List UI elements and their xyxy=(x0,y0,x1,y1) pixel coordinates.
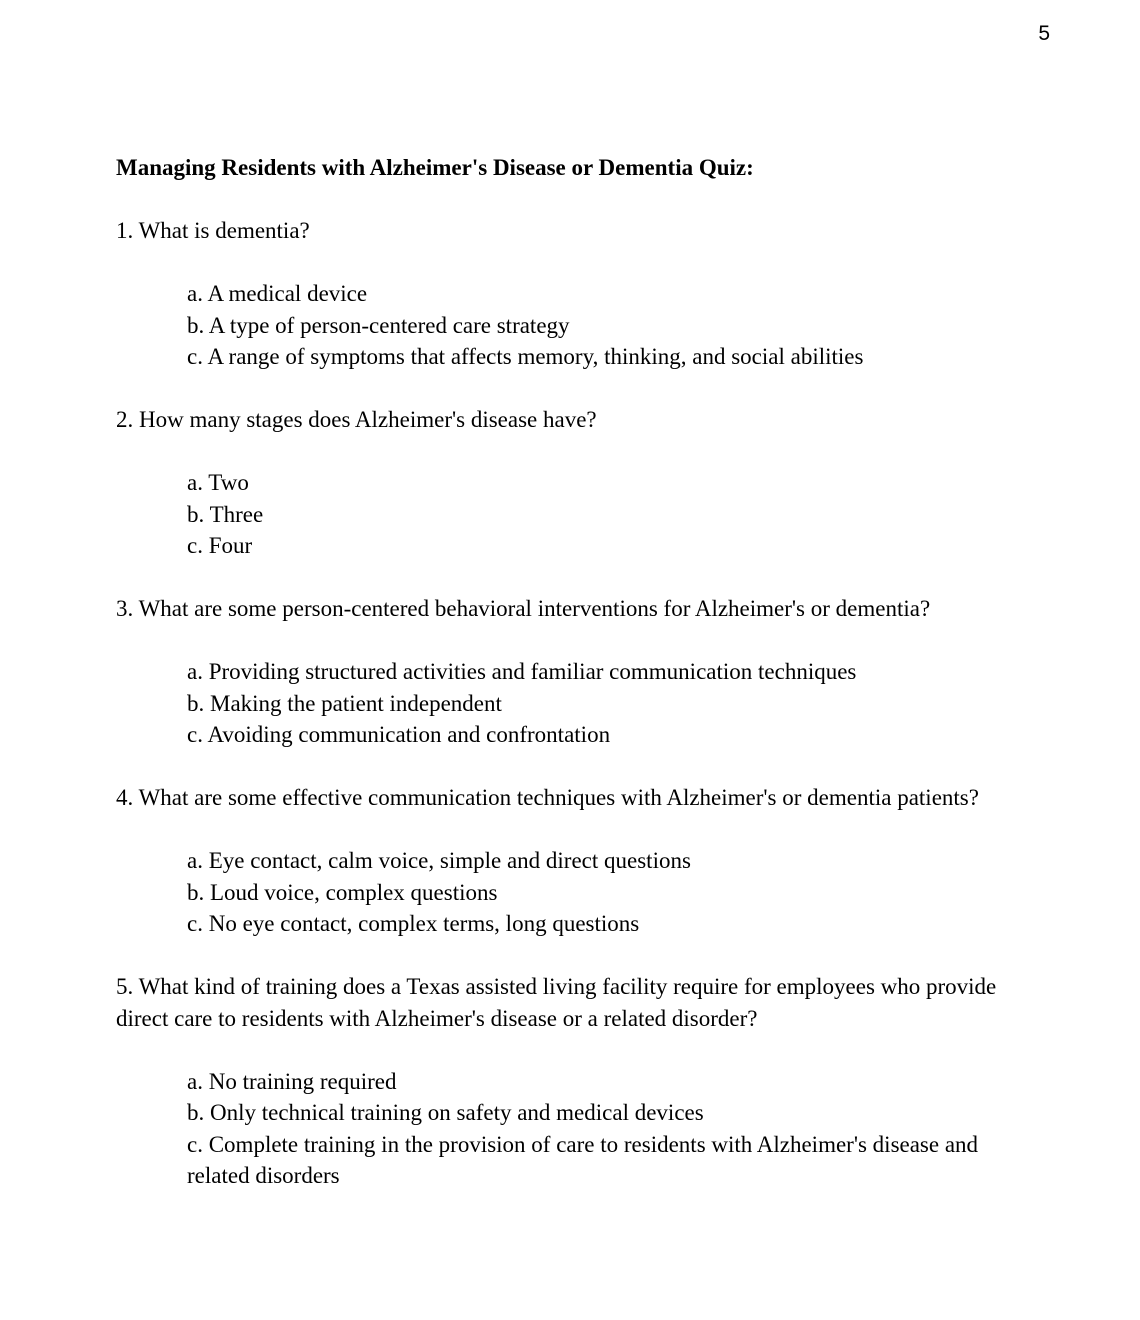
question-text: 5. What kind of training does a Texas assisted living facility require for employees who provide direct care to residents with Alzheimer's disease or a related disorder? xyxy=(116,974,997,1031)
answer-option-b: b. Only technical training on safety and medical devices xyxy=(187,1100,704,1125)
answer-option-c: c. No eye contact, complex terms, long questions xyxy=(187,911,640,936)
answer-options xyxy=(116,845,1036,940)
answer-option-c: c. Four xyxy=(187,533,253,558)
answer-option-a: a. Two xyxy=(187,470,249,495)
question-5 xyxy=(116,971,1036,1192)
answer-option-a: a. A medical device xyxy=(187,281,368,306)
quiz-title: Managing Residents with Alzheimer's Disease or Dementia Quiz: xyxy=(116,155,754,180)
answer-option-a: a. Eye contact, calm voice, simple and direct questions xyxy=(187,848,691,873)
answer-option-b: b. Three xyxy=(187,501,264,527)
question-text: 1. What is dementia? xyxy=(116,218,310,243)
answer-options xyxy=(116,467,1036,562)
answer-option-a: a. Providing structured activities and familiar communication techniques xyxy=(187,659,857,684)
quiz-document xyxy=(116,152,1036,1223)
answer-option-b: b. Making the patient independent xyxy=(187,690,502,716)
question-text: 4. What are some effective communication techniques with Alzheimer's or dementia patients? xyxy=(116,785,979,810)
answer-option-c: c. Avoiding communication and confrontation xyxy=(187,722,611,747)
question-2 xyxy=(116,404,1036,562)
answer-options xyxy=(116,278,1036,373)
answer-option-b: b. Loud voice, complex questions xyxy=(187,879,498,905)
answer-option-c: c. Complete training in the provision of care to residents with Alzheimer's disease and related disorders xyxy=(187,1131,979,1188)
page-number: 5 xyxy=(1038,22,1050,45)
answer-option-c: c. A range of symptoms that affects memory, thinking, and social abilities xyxy=(187,344,864,369)
answer-option-b: b. A type of person-centered care strategy xyxy=(187,312,570,338)
answer-options xyxy=(116,656,1036,751)
question-1 xyxy=(116,215,1036,373)
question-text: 3. What are some person-centered behavioral interventions for Alzheimer's or dementia? xyxy=(116,596,931,621)
question-text: 2. How many stages does Alzheimer's disease have? xyxy=(116,407,597,432)
answer-options xyxy=(116,1066,1036,1192)
answer-option-a: a. No training required xyxy=(187,1068,397,1094)
question-3 xyxy=(116,593,1036,751)
question-4 xyxy=(116,782,1036,940)
